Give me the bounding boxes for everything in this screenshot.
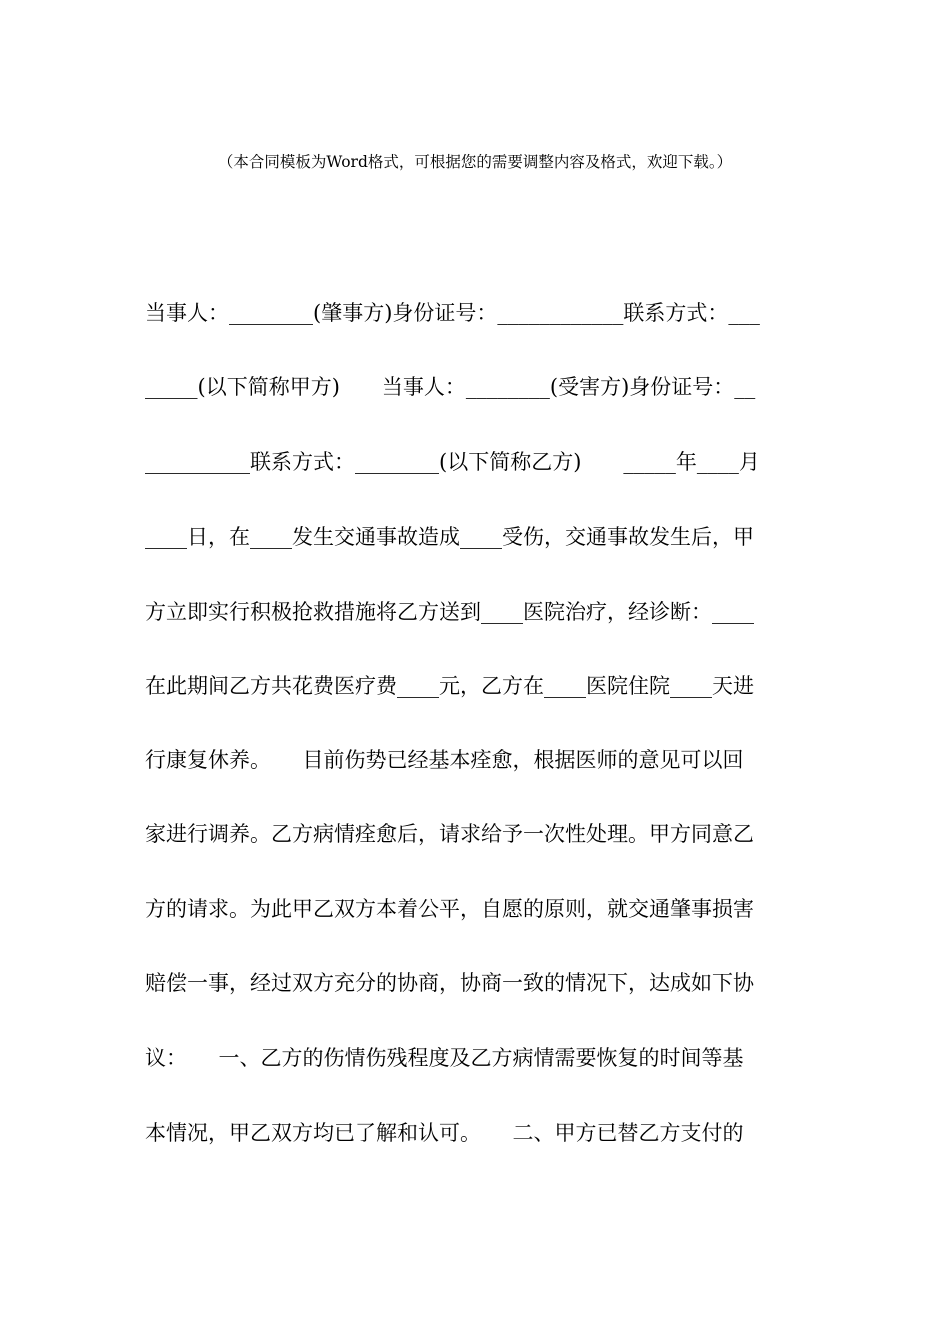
body-line: __________联系方式：________(以下简称乙方) _____年____月 xyxy=(145,450,760,474)
body-line: 当事人：________(肇事方)身份证号：____________联系方式：___ xyxy=(145,301,760,325)
body-line: 方的请求。为此甲乙双方本着公平，自愿的原则，就交通肇事损害 xyxy=(145,897,754,921)
body-line: _____(以下简称甲方) 当事人：________(受害方)身份证号：__ xyxy=(145,375,756,399)
body-line: 方立即实行积极抢救措施将乙方送到____医院治疗，经诊断：____ xyxy=(145,600,754,624)
body-line: 议： 一、乙方的伤情伤残程度及乙方病情需要恢复的时间等基 xyxy=(145,1046,744,1070)
body-line: 赔偿一事，经过双方充分的协商，协商一致的情况下，达成如下协 xyxy=(145,971,754,995)
body-line: 在此期间乙方共花费医疗费____元，乙方在____医院住院____天进 xyxy=(145,674,754,698)
body-line: 家进行调养。乙方病情痊愈后，请求给予一次性处理。甲方同意乙 xyxy=(145,822,754,846)
template-note: （本合同模板为Word格式，可根据您的需要调整内容及格式，欢迎下载。） xyxy=(217,153,733,171)
body-line: ____日，在____发生交通事故造成____受伤，交通事故发生后，甲 xyxy=(145,525,754,549)
body-line: 本情况，甲乙双方均已了解和认可。 二、甲方已替乙方支付的 xyxy=(145,1121,744,1145)
body-line: 行康复休养。 目前伤势已经基本痊愈，根据医师的意见可以回 xyxy=(145,748,744,772)
